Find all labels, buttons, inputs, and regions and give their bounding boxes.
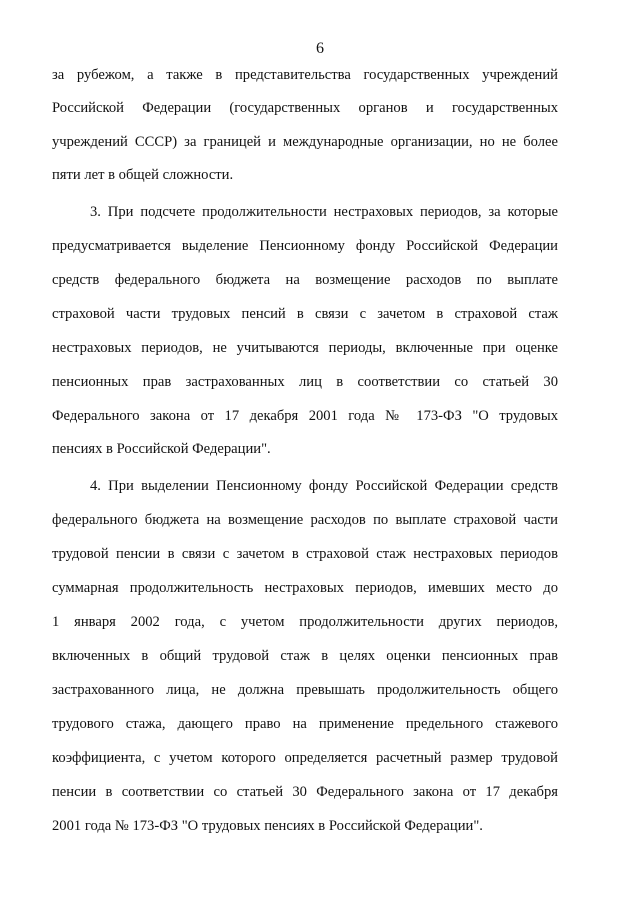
text-line: трудовой пенсии в связи с зачетом в страховой стаж нестраховых периодов [52,546,558,562]
text-line: коэффициента, с учетом которого определяется расчетный размер трудовой [52,750,558,766]
text-line: пяти лет в общей сложности. [52,167,234,183]
text-line: 1 января 2002 года, с учетом продолжительности других периодов, [52,614,558,630]
text-line: страховой части трудовых пенсий в связи с зачетом в страховой стаж [52,306,558,322]
text-line: федерального бюджета на возмещение расходов по выплате страховой части [52,512,558,528]
text-line: средств федерального бюджета на возмещение расходов по выплате [52,272,558,288]
text-line: 3. При подсчете продолжительности нестраховых периодов, за которые [90,204,558,220]
text-line: включенных в общий трудовой стаж в целях оценки пенсионных прав [52,648,558,664]
text-line: нестраховых периодов, не учитываются периоды, включенные при оценке [52,340,558,356]
text-line: застрахованного лица, не должна превышать продолжительность общего [52,682,558,698]
text-line: 2001 года № 173-ФЗ "О трудовых пенсиях в Российской Федерации". [52,818,483,834]
text-line: трудового стажа, дающего право на применение предельного стажевого [52,716,558,732]
text-line: суммарная продолжительность нестраховых периодов, имевших место до [52,580,558,596]
text-line: предусматривается выделение Пенсионному фонду Российской Федерации [52,238,558,254]
text-line: 4. При выделении Пенсионному фонду Российской Федерации средств [90,478,558,494]
text-line: пенсионных прав застрахованных лиц в соответствии со статьей 30 [52,374,558,390]
page-number: 6 [316,40,324,57]
text-line: Федерального закона от 17 декабря 2001 года № 173-ФЗ "О трудовых [52,408,558,424]
text-line: пенсиях в Российской Федерации". [52,441,271,457]
text-line: Российской Федерации (государственных органов и государственных [52,100,558,116]
text-line: пенсии в соответствии со статьей 30 Федерального закона от 17 декабря [52,784,558,800]
text-line: учреждений СССР) за границей и международные организации, но не более [52,134,558,150]
text-line: за рубежом, а также в представительства государственных учреждений [52,67,558,83]
